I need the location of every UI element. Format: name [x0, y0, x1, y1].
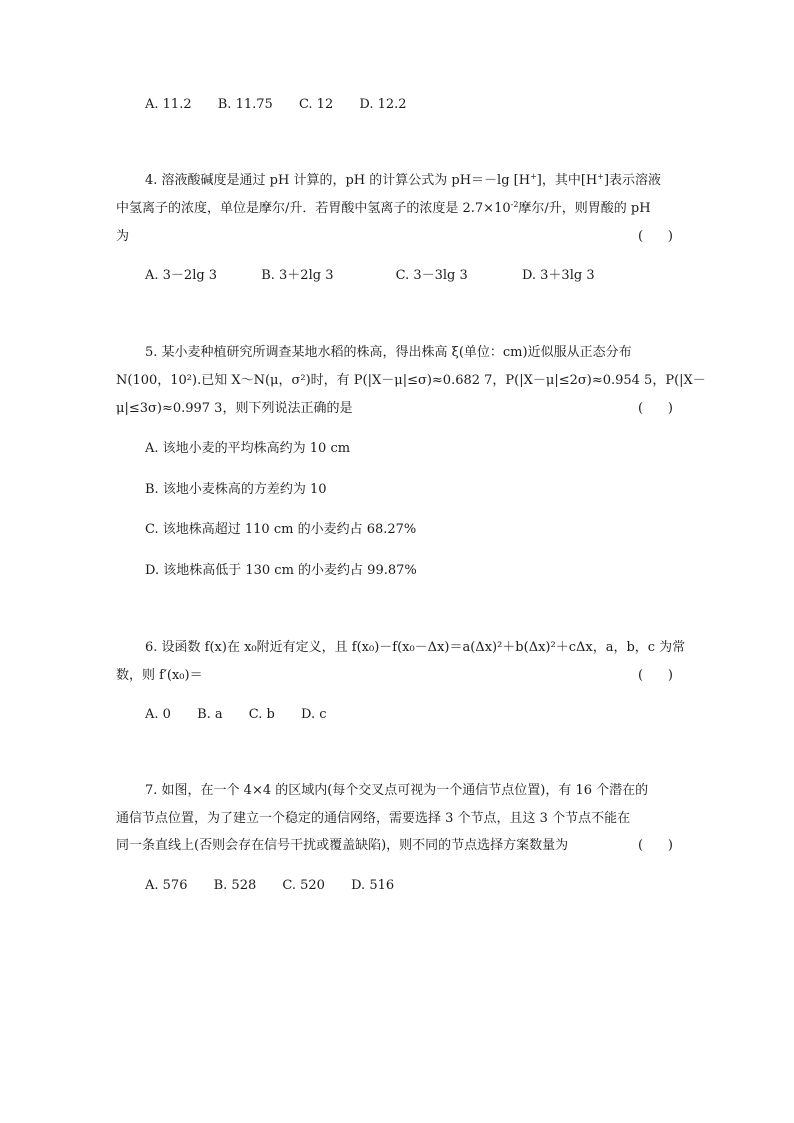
- q6-option-c: C. b: [248, 707, 275, 722]
- q4-option-a: A. 3－2lg 3: [145, 268, 218, 283]
- q7-answer-paren: ( ): [638, 838, 673, 853]
- q5-answer-paren: ( ): [638, 401, 673, 416]
- q5-option-c: C. 该地株高超过 110 cm 的小麦约占 68.27%: [145, 522, 417, 537]
- q4-answer-paren: ( ): [638, 229, 673, 244]
- q6-stem-line-1: 6. 设函数 f(x)在 x₀附近有定义，且 f(x₀)－f(x₀－Δx)＝a(Δx)²＋b(Δx)²＋cΔx，a，b，c 为常: [145, 640, 686, 655]
- q6-option-d: D. c: [301, 707, 327, 722]
- q7-stem-line-2: 通信节点位置，为了建立一个稳定的通信网络，需要选择 3 个节点，且这 3 个节点不能在: [116, 811, 631, 826]
- q6-answer-paren: ( ): [638, 668, 673, 683]
- q7-options: [145, 878, 394, 894]
- q7-option-b: B. 528: [213, 878, 257, 893]
- q6-stem-line-2: 数，则 f′(x₀)＝: [116, 668, 203, 683]
- q3-option-a: A. 11.2: [145, 97, 192, 112]
- q6-options: [145, 707, 327, 723]
- q4-option-b: B. 3＋2lg 3: [261, 268, 334, 283]
- q3-option-c: C. 12: [298, 97, 334, 112]
- q4-option-d: D. 3＋3lg 3: [521, 268, 595, 283]
- q5-option-b: B. 该地小麦株高的方差约为 10: [145, 482, 327, 497]
- q6-option-a: A. 0: [145, 707, 171, 722]
- q6-option-b: B. a: [197, 707, 223, 722]
- q4-stem-line-3: 为: [116, 229, 130, 244]
- q3-option-b: B. 11.75: [217, 97, 273, 112]
- q7-stem-line-1: 7. 如图，在一个 4×4 的区域内(每个交叉点可视为一个通信节点位置)，有 16 个潜在的: [145, 783, 649, 798]
- q4-options: [145, 268, 595, 284]
- q3-options: [145, 97, 407, 113]
- q7-option-a: A. 576: [145, 878, 188, 893]
- q5-stem-line-3: μ|≤3σ)≈0.997 3，则下列说法正确的是: [116, 401, 353, 416]
- q5-stem-line-1: 5. 某小麦种植研究所调查某地水稻的株高，得出株高 ξ(单位：cm)近似服从正态分布: [145, 345, 632, 360]
- q4-stem-line-2: 中氢离子的浓度，单位是摩尔/升．若胃酸中氢离子的浓度是 $2.7\times 10^{-2}$摩尔/升，则胃酸的 pH: [116, 200, 651, 216]
- q4-option-c: C. 3－3lg 3: [395, 268, 468, 283]
- q5-stem-line-2: N(100，10²).已知 X～N(μ，σ²)时，有 P(|X－μ|≤σ)≈0.682 7，P(|X－μ|≤2σ)≈0.954 5，P(|X－: [116, 373, 706, 388]
- q4-stem-line-1: 4. 溶液酸碱度是通过 pH 计算的，pH 的计算公式为 pH＝－lg [H+]，其中[H+]表示溶液: [145, 172, 662, 188]
- q5-option-a: A. 该地小麦的平均株高约为 10 cm: [145, 441, 351, 456]
- q5-option-d: D. 该地株高低于 130 cm 的小麦约占 99.87%: [145, 563, 417, 578]
- q7-option-d: D. 516: [351, 878, 395, 893]
- q3-option-d: D. 12.2: [359, 97, 407, 112]
- q7-stem-line-3: 同一条直线上(否则会存在信号干扰或覆盖缺陷)，则不同的节点选择方案数量为: [116, 838, 569, 853]
- q7-option-c: C. 520: [282, 878, 325, 893]
